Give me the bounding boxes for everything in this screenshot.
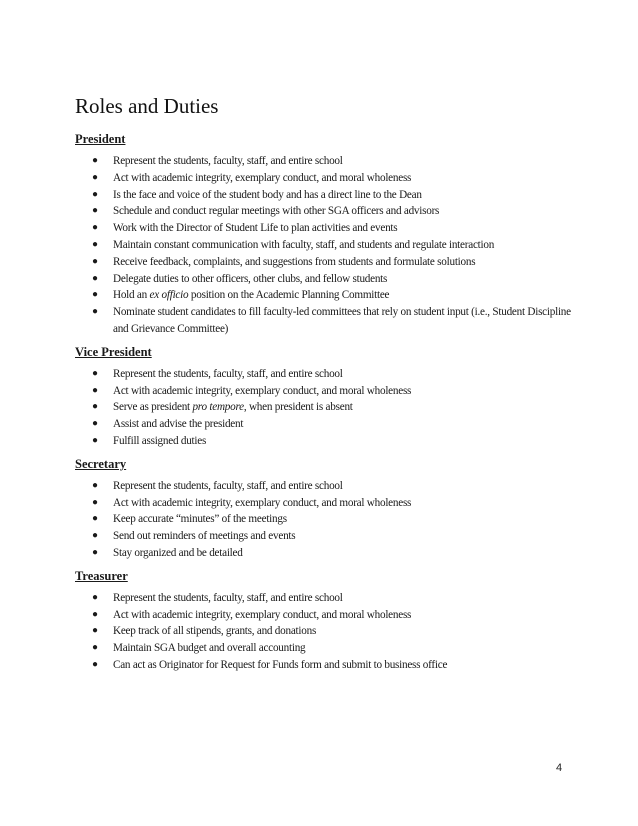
duty-item-text-part: , when president is absent <box>243 401 353 414</box>
duty-item-text <box>113 592 343 604</box>
duty-item-text <box>113 273 387 285</box>
bullet-icon: ● <box>92 496 98 508</box>
bullet-icon: ● <box>92 513 98 525</box>
duty-item <box>75 433 575 450</box>
bullet-icon: ● <box>92 418 98 430</box>
duty-item-text-part: Hold an <box>113 289 150 302</box>
duty-item-text <box>113 625 316 637</box>
duty-item <box>75 545 575 562</box>
roles-content <box>75 131 575 680</box>
section-heading-vice-president: Vice President <box>75 344 152 359</box>
duty-item <box>75 287 575 304</box>
bullet-icon: ● <box>92 384 98 396</box>
duty-item <box>75 187 575 204</box>
duty-item <box>75 170 575 187</box>
bullet-icon: ● <box>92 401 98 413</box>
page-number: 4 <box>556 762 563 774</box>
duty-item-text-part: Work with the Director of Student Life to plan activities and events <box>113 222 398 235</box>
duty-item <box>75 511 575 528</box>
bullet-icon: ● <box>92 658 98 670</box>
bullet-icon: ● <box>92 591 98 603</box>
bullet-icon: ● <box>92 479 98 491</box>
duty-item-text <box>113 659 447 671</box>
duty-item-text-part: Serve as president <box>113 401 193 414</box>
duty-item-text <box>113 480 343 492</box>
duty-item-text-part: Act with academic integrity, exemplary conduct, and moral wholeness <box>113 171 412 184</box>
bullet-icon: ● <box>92 205 98 217</box>
bullet-icon: ● <box>92 272 98 284</box>
duty-item <box>75 254 575 271</box>
section-secretary <box>75 456 575 562</box>
duty-item-text-part: Represent the students, faculty, staff, and entire school <box>113 155 343 167</box>
duty-item-text-part: Receive feedback, complaints, and suggestions from students and formulate solutions <box>113 255 476 268</box>
duty-item <box>75 383 575 400</box>
bullet-icon: ● <box>92 171 98 183</box>
duty-item-latin-term: ex officio <box>149 289 189 302</box>
duty-item-text <box>113 385 411 397</box>
duty-item <box>75 495 575 512</box>
page-title: Roles and Duties <box>75 94 219 118</box>
duty-item-text-part: Fulfill assigned duties <box>113 434 207 447</box>
duty-item-text <box>113 222 397 234</box>
duty-item-text <box>113 513 287 525</box>
bullet-icon: ● <box>92 255 98 267</box>
duties-list-president <box>75 153 575 338</box>
bullet-icon: ● <box>92 289 98 301</box>
duty-item-text <box>113 497 411 509</box>
duty-item <box>75 623 575 640</box>
duties-list-secretary <box>75 478 575 562</box>
duty-item-text <box>113 368 343 380</box>
bullet-icon: ● <box>92 546 98 558</box>
duty-item-text-part: Nominate student candidates to fill faculty-led committees that rely on student input (i.e., Student Discipline and Grievance Committee) <box>113 306 571 335</box>
duty-item-text-part: Represent the students, faculty, staff, and entire school <box>113 479 343 492</box>
duty-item-text <box>113 256 475 268</box>
bullet-icon: ● <box>92 238 98 250</box>
duty-item <box>75 271 575 288</box>
duty-item <box>75 607 575 624</box>
duty-item-text <box>113 306 571 335</box>
duty-item-latin-term: pro tempore <box>192 401 244 414</box>
duty-item <box>75 478 575 495</box>
duty-item-text <box>113 642 305 654</box>
duty-item-text-part: position on the Academic Planning Committee <box>188 289 390 302</box>
duty-item-text <box>113 155 343 167</box>
duty-item-text <box>113 547 243 559</box>
bullet-icon: ● <box>92 306 98 318</box>
duty-item <box>75 640 575 657</box>
duty-item-text-part: Maintain SGA budget and overall accounting <box>113 642 306 655</box>
duty-item-text <box>113 530 295 542</box>
duty-item-text-part: Can act as Originator for Request for Funds form and submit to business office <box>113 658 448 671</box>
duty-item <box>75 590 575 607</box>
bullet-icon: ● <box>92 642 98 654</box>
bullet-icon: ● <box>92 434 98 446</box>
duties-list-vice-president <box>75 366 575 450</box>
duty-item-text <box>113 205 439 217</box>
duty-item <box>75 304 575 338</box>
duty-item-text <box>113 418 243 430</box>
duty-item-text-part: Is the face and voice of the student body and has a direct line to the Dean <box>113 188 422 201</box>
duty-item-text-part: Represent the students, faculty, staff, and entire school <box>113 367 343 380</box>
section-heading-president: President <box>75 132 126 146</box>
duty-item-text-part: Delegate duties to other officers, other clubs, and fellow students <box>113 272 388 285</box>
bullet-icon: ● <box>92 222 98 234</box>
section-heading-treasurer: Treasurer <box>75 568 128 583</box>
duty-item-text-part: Schedule and conduct regular meetings with other SGA officers and advisors <box>113 205 440 218</box>
duty-item <box>75 657 575 674</box>
duty-item-text-part: Act with academic integrity, exemplary conduct, and moral wholeness <box>113 384 412 397</box>
bullet-icon: ● <box>92 530 98 542</box>
duty-item-text <box>113 401 353 413</box>
duty-item-text-part: Represent the students, faculty, staff, and entire school <box>113 591 343 604</box>
duty-item-text-part: Act with academic integrity, exemplary conduct, and moral wholeness <box>113 496 412 509</box>
duty-item-text-part: Stay organized and be detailed <box>113 546 243 559</box>
duty-item-text-part: Assist and advise the president <box>113 418 244 431</box>
section-vice-president <box>75 344 575 450</box>
duty-item <box>75 237 575 254</box>
bullet-icon: ● <box>92 188 98 200</box>
duty-item <box>75 220 575 237</box>
duty-item <box>75 153 575 170</box>
bullet-icon: ● <box>92 367 98 379</box>
duty-item <box>75 399 575 416</box>
bullet-icon: ● <box>92 155 98 166</box>
duty-item <box>75 203 575 220</box>
duty-item-text-part: Send out reminders of meetings and events <box>113 530 296 543</box>
duty-item-text-part: Keep accurate “minutes” of the meetings <box>113 513 287 526</box>
duty-item-text <box>113 172 411 184</box>
duty-item-text-part: Keep track of all stipends, grants, and donations <box>113 625 317 638</box>
section-president <box>75 131 575 338</box>
bullet-icon: ● <box>92 608 98 620</box>
duty-item-text-part: Act with academic integrity, exemplary conduct, and moral wholeness <box>113 608 412 621</box>
duty-item <box>75 416 575 433</box>
section-heading-secretary: Secretary <box>75 456 127 471</box>
duty-item-text <box>113 435 206 447</box>
duty-item-text <box>113 189 422 201</box>
duty-item <box>75 528 575 545</box>
duty-item-text <box>113 609 411 621</box>
section-treasurer <box>75 568 575 674</box>
duty-item-text <box>113 239 494 251</box>
duty-item-text-part: Maintain constant communication with faculty, staff, and students and regulate interaction <box>113 238 495 251</box>
duties-list-treasurer <box>75 590 575 674</box>
duty-item <box>75 366 575 383</box>
duty-item-text <box>113 289 389 301</box>
bullet-icon: ● <box>92 625 98 637</box>
